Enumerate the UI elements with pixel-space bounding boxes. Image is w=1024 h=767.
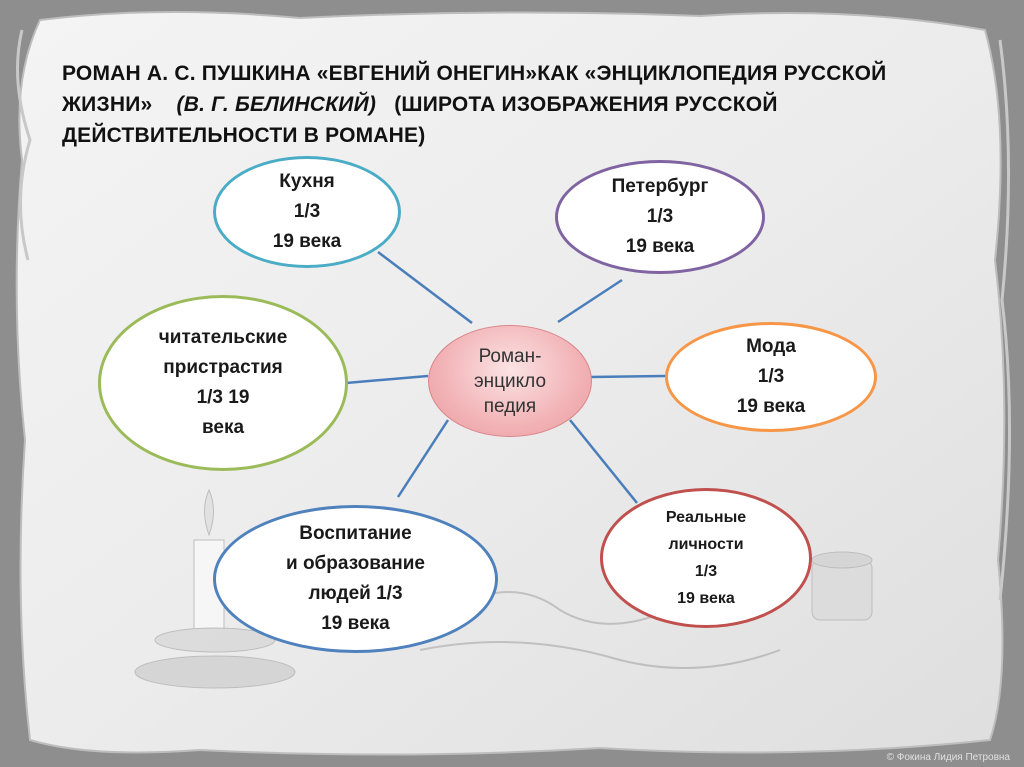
- node-kitchen-label: Кухня 1/3 19 века: [272, 171, 342, 252]
- node-fashion: [665, 322, 877, 432]
- copyright-credit: © Фокина Лидия Петровна: [886, 752, 1010, 763]
- center-node-novel-encyclopedia: [428, 325, 592, 437]
- connector-education: [398, 420, 448, 497]
- node-reading-preferences: [98, 295, 348, 471]
- connector-kitchen: [378, 252, 472, 323]
- node-kitchen: [213, 156, 401, 268]
- connector-reading: [346, 376, 428, 383]
- title-author: (В. Г. БЕЛИНСКИЙ): [176, 93, 377, 116]
- node-petersburg: [555, 160, 765, 274]
- node-petersburg-label: Петербург 1/3 19 века: [611, 176, 709, 257]
- node-reading-label: читательские пристрастия 1/3 19 века: [158, 327, 288, 438]
- connector-fashion: [590, 376, 666, 377]
- node-real-persons: [600, 488, 812, 628]
- title-main: РОМАН А. С. ПУШКИНА «ЕВГЕНИЙ ОНЕГИН»КАК «ЭНЦИКЛОПЕДИЯ РУССКОЙ ЖИЗНИ»: [62, 62, 887, 116]
- node-education: [213, 505, 498, 653]
- node-fashion-label: Мода 1/3 19 века: [736, 336, 806, 417]
- connector-petersburg: [558, 280, 622, 322]
- title-subtitle: (ШИРОТА ИЗОБРАЖЕНИЯ РУССКОЙ ДЕЙСТВИТЕЛЬНОСТИ В РОМАНЕ): [62, 93, 778, 147]
- node-education-label: Воспитание и образование людей 1/3 19 века: [285, 523, 425, 634]
- node-persons-label: Реальные личности 1/3 19 века: [665, 509, 747, 607]
- connector-persons: [570, 420, 637, 503]
- center-node-label: Роман- энцикло педия: [473, 345, 547, 417]
